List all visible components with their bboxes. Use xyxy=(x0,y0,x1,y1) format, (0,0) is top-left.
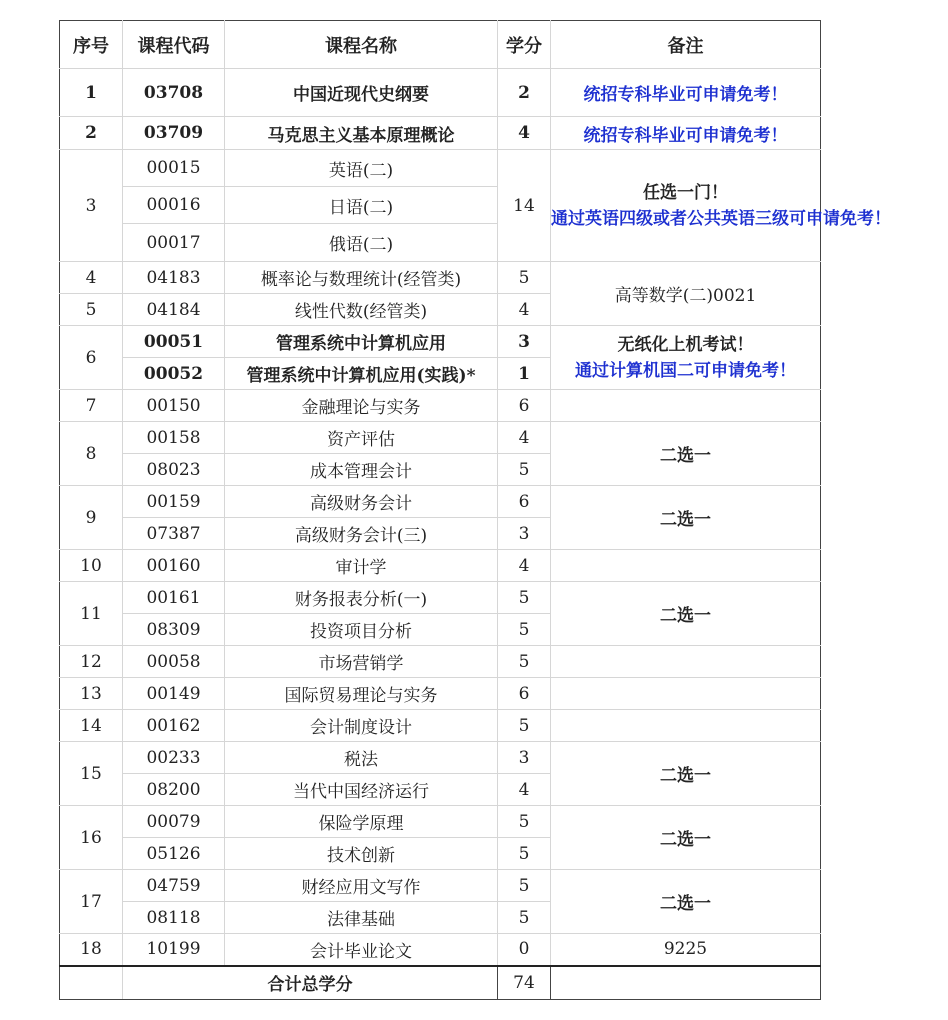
row-credit: 5 xyxy=(498,262,551,294)
row-note: 二选一 xyxy=(551,870,821,934)
note-line-1: 任选一门！ xyxy=(643,182,728,203)
row-credit: 5 xyxy=(498,582,551,614)
table-row xyxy=(60,550,821,582)
row-credit: 3 xyxy=(498,326,551,358)
header-note: 备注 xyxy=(551,21,821,69)
row-credit: 4 xyxy=(498,550,551,582)
row-credit: 5 xyxy=(498,902,551,934)
row-note: 高等数学(二)0021 xyxy=(551,262,821,326)
table-row xyxy=(60,742,821,774)
note-line-1: 无纸化上机考试！ xyxy=(617,334,754,355)
row-credit: 5 xyxy=(498,646,551,678)
row-note: 二选一 xyxy=(551,742,821,806)
row-code: 08023 xyxy=(123,454,225,486)
row-code: 00162 xyxy=(123,710,225,742)
row-name: 保险学原理 xyxy=(225,806,498,838)
row-seq: 9 xyxy=(60,486,123,550)
row-code: 08118 xyxy=(123,902,225,934)
row-name: 当代中国经济运行 xyxy=(225,774,498,806)
table-row xyxy=(60,150,821,187)
row-name: 马克思主义基本原理概论 xyxy=(225,117,498,150)
header-seq: 序号 xyxy=(60,21,123,69)
row-seq: 10 xyxy=(60,550,123,582)
row-seq: 13 xyxy=(60,678,123,710)
row-note xyxy=(551,550,821,582)
row-code: 00149 xyxy=(123,678,225,710)
row-name: 英语(二) xyxy=(225,150,498,187)
row-seq: 12 xyxy=(60,646,123,678)
row-credit: 5 xyxy=(498,710,551,742)
row-credit: 5 xyxy=(498,614,551,646)
table-row xyxy=(60,486,821,518)
row-name: 财经应用文写作 xyxy=(225,870,498,902)
row-credit: 4 xyxy=(498,774,551,806)
row-code: 10199 xyxy=(123,934,225,966)
table-row xyxy=(60,582,821,614)
row-note: 二选一 xyxy=(551,422,821,486)
row-code: 04184 xyxy=(123,294,225,326)
row-seq: 16 xyxy=(60,806,123,870)
row-name: 中国近现代史纲要 xyxy=(225,69,498,117)
row-code: 03708 xyxy=(123,69,225,117)
row-credit: 6 xyxy=(498,486,551,518)
row-note: 统招专科毕业可申请免考！ xyxy=(551,69,821,117)
row-credit: 6 xyxy=(498,678,551,710)
row-note xyxy=(551,646,821,678)
row-code: 00016 xyxy=(123,187,225,224)
row-seq: 18 xyxy=(60,934,123,966)
row-seq: 5 xyxy=(60,294,123,326)
row-name: 技术创新 xyxy=(225,838,498,870)
row-credit: 6 xyxy=(498,390,551,422)
table-row xyxy=(60,326,821,358)
row-name: 管理系统中计算机应用 xyxy=(225,326,498,358)
row-credit: 5 xyxy=(498,806,551,838)
row-name: 资产评估 xyxy=(225,422,498,454)
row-note: 统招专科毕业可申请免考！ xyxy=(551,117,821,150)
row-credit: 14 xyxy=(498,150,551,262)
table-row xyxy=(60,678,821,710)
row-credit: 4 xyxy=(498,422,551,454)
row-seq: 2 xyxy=(60,117,123,150)
row-note xyxy=(551,326,821,390)
row-seq: 17 xyxy=(60,870,123,934)
row-name: 会计制度设计 xyxy=(225,710,498,742)
row-code: 03709 xyxy=(123,117,225,150)
row-credit: 1 xyxy=(498,358,551,390)
row-credit: 3 xyxy=(498,742,551,774)
row-code: 08200 xyxy=(123,774,225,806)
row-credit: 3 xyxy=(498,518,551,550)
row-note xyxy=(551,150,891,262)
total-row xyxy=(60,966,821,1000)
table-header xyxy=(60,21,821,69)
total-label: 合计总学分 xyxy=(123,966,498,1000)
row-code: 00233 xyxy=(123,742,225,774)
row-note: 二选一 xyxy=(551,806,821,870)
table-row xyxy=(60,69,821,117)
row-name: 高级财务会计(三) xyxy=(225,518,498,550)
row-note: 二选一 xyxy=(551,582,821,646)
header-code: 课程代码 xyxy=(123,21,225,69)
row-seq: 6 xyxy=(60,326,123,390)
row-name: 日语(二) xyxy=(225,187,498,224)
header-credit: 学分 xyxy=(498,21,551,69)
total-note xyxy=(551,966,821,1000)
row-credit: 5 xyxy=(498,838,551,870)
row-name: 概率论与数理统计(经管类) xyxy=(225,262,498,294)
row-name: 成本管理会计 xyxy=(225,454,498,486)
row-code: 00052 xyxy=(123,358,225,390)
row-code: 00161 xyxy=(123,582,225,614)
row-seq: 1 xyxy=(60,69,123,117)
row-code: 00160 xyxy=(123,550,225,582)
table-row xyxy=(60,117,821,150)
row-credit: 4 xyxy=(498,294,551,326)
row-credit: 4 xyxy=(498,117,551,150)
table-row xyxy=(60,262,821,294)
row-seq: 15 xyxy=(60,742,123,806)
row-name: 税法 xyxy=(225,742,498,774)
row-credit: 5 xyxy=(498,454,551,486)
row-note: 二选一 xyxy=(551,486,821,550)
note-line-2: 通过计算机国二可申请免考！ xyxy=(575,360,796,381)
total-blank xyxy=(60,966,123,1000)
row-note: 9225 xyxy=(551,934,821,966)
row-note xyxy=(551,390,821,422)
row-code: 07387 xyxy=(123,518,225,550)
row-seq: 4 xyxy=(60,262,123,294)
note-line-2: 通过英语四级或者公共英语三级可申请免考！ xyxy=(551,208,891,229)
row-name: 审计学 xyxy=(225,550,498,582)
row-name: 市场营销学 xyxy=(225,646,498,678)
row-code: 00058 xyxy=(123,646,225,678)
row-name: 金融理论与实务 xyxy=(225,390,498,422)
row-code: 00158 xyxy=(123,422,225,454)
total-credit: 74 xyxy=(498,966,551,1000)
row-name: 法律基础 xyxy=(225,902,498,934)
row-name: 线性代数(经管类) xyxy=(225,294,498,326)
row-name: 俄语(二) xyxy=(225,224,498,262)
row-note xyxy=(551,678,821,710)
row-code: 00015 xyxy=(123,150,225,187)
row-code: 00150 xyxy=(123,390,225,422)
row-seq: 7 xyxy=(60,390,123,422)
row-credit: 5 xyxy=(498,870,551,902)
row-seq: 8 xyxy=(60,422,123,486)
table-row xyxy=(60,422,821,454)
row-code: 04183 xyxy=(123,262,225,294)
row-name: 管理系统中计算机应用(实践)* xyxy=(225,358,498,390)
row-code: 04759 xyxy=(123,870,225,902)
table-row xyxy=(60,646,821,678)
row-name: 投资项目分析 xyxy=(225,614,498,646)
row-code: 00051 xyxy=(123,326,225,358)
table-row xyxy=(60,934,821,966)
row-credit: 0 xyxy=(498,934,551,966)
row-note xyxy=(551,710,821,742)
row-code: 05126 xyxy=(123,838,225,870)
header-name: 课程名称 xyxy=(225,21,498,69)
row-code: 00017 xyxy=(123,224,225,262)
row-name: 财务报表分析(一) xyxy=(225,582,498,614)
row-seq: 11 xyxy=(60,582,123,646)
table-row xyxy=(60,870,821,902)
row-name: 会计毕业论文 xyxy=(225,934,498,966)
row-code: 00079 xyxy=(123,806,225,838)
row-credit: 2 xyxy=(498,69,551,117)
table-row xyxy=(60,390,821,422)
row-seq: 14 xyxy=(60,710,123,742)
table-row xyxy=(60,710,821,742)
course-plan-table xyxy=(59,20,891,1000)
row-name: 高级财务会计 xyxy=(225,486,498,518)
row-code: 00159 xyxy=(123,486,225,518)
row-seq: 3 xyxy=(60,150,123,262)
row-name: 国际贸易理论与实务 xyxy=(225,678,498,710)
row-code: 08309 xyxy=(123,614,225,646)
table-row xyxy=(60,806,821,838)
